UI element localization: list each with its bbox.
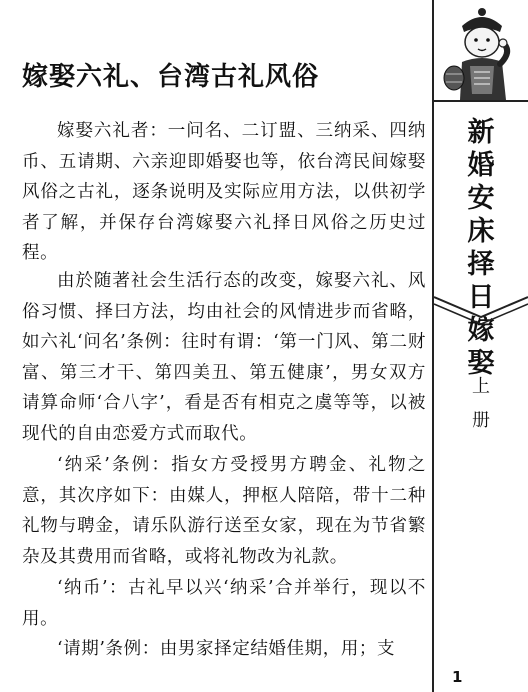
book-title: 新婚安床择日嫁娶 bbox=[467, 117, 495, 379]
child-figure-illustration bbox=[440, 4, 524, 100]
section-heading: 嫁娶六礼、台湾古礼风俗 bbox=[22, 62, 320, 92]
book-title-band bbox=[434, 100, 528, 379]
paragraph-5: ‘请期’条例：由男家择定结婚佳期，用；支 bbox=[57, 639, 396, 659]
paragraph-4: ‘纳币’：古礼早以兴‘纳采’合并举行，现以不用。 bbox=[22, 578, 426, 629]
chevron-divider-icon bbox=[434, 295, 528, 325]
paragraph-2: 由於随著社会生活行态的改变，嫁娶六礼、风俗习惯、择曰方法，均由社会的风情进步而省略，如六礼‘问名’条例：往时有谓：‘第一门风、第二财富、第三才干、第四美丑、第五健康’，男女双方请算命师‘合八字’，看是否有相克之虞等等，以被现代的自由恋爱方式而取代。 bbox=[22, 271, 426, 444]
sidebar bbox=[434, 0, 528, 692]
volume-label: 上册 bbox=[472, 376, 490, 431]
page-number: 1 bbox=[452, 668, 463, 686]
paragraph-3: ‘纳采’条例：指女方受授男方聘金、礼物之意，其次序如下：由媒人，押枢人陪陪，带十二种礼物与聘金，请乐队游行送至女家，现在为节省繁杂及其费用而省略，或将礼物改为礼款。 bbox=[22, 455, 426, 567]
paragraph-1: 嫁娶六礼者：一问名、二订盟、三纳采、四纳币、五请期、六亲迎即婚娶也等，依台湾民间嫁娶风俗之古礼，逐条说明及实际应用方法，以供初学者了解，并保存台湾嫁娶六礼择日风俗之历史过程。 bbox=[22, 121, 426, 263]
